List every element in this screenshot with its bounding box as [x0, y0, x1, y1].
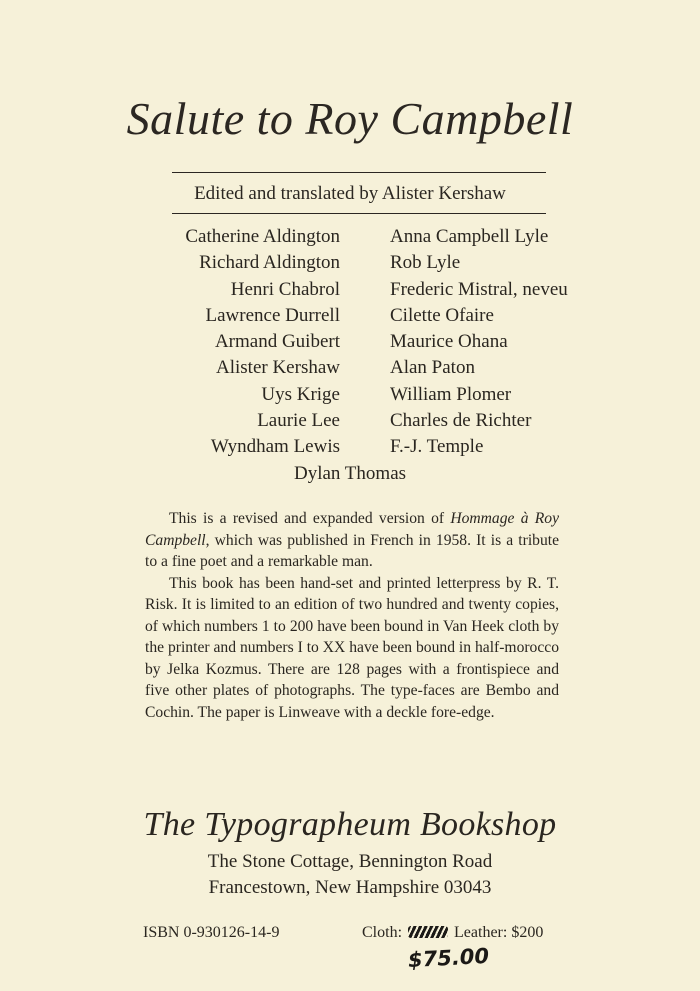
- contributor-name: Lawrence Durrell: [205, 304, 340, 326]
- intro-text-before: This is a revised and expanded version of: [169, 510, 451, 527]
- contributor-final: Dylan Thomas: [293, 463, 407, 484]
- contributor-name: Armand Guibert: [214, 331, 340, 353]
- contributor-name: Alan Paton: [390, 357, 475, 379]
- contributor-name: Anna Campbell Lyle: [390, 226, 549, 247]
- intro-text-italic-title: Hommage à Roy Campbell: [145, 510, 560, 549]
- contributors-right-column: [390, 224, 690, 461]
- description-text: [145, 508, 559, 723]
- leather-price: Leather: $200: [454, 924, 544, 941]
- paragraph-edition: This book has been hand-set and printed letterpress by R. T. Risk. It is limited to an edition of two hundred and twenty copies, of which numbers 1 to 200 have been bound in Van Heek cloth by the printer and numbers I to XX have been bound in half-morocco by Jelka Kozmus. There are 128 pages with a frontispiece and five other plates of photographs. The type-faces are Bembo and Cochin. The paper is Linweave with a deckle fore-edge.: [145, 574, 559, 721]
- bookshop-address-line1: The Stone Cottage, Bennington Road: [207, 851, 493, 872]
- paragraph-intro: [145, 508, 559, 573]
- bookshop-address-line2: Francestown, New Hampshire 03043: [208, 877, 492, 898]
- contributor-name: William Plomer: [390, 383, 512, 405]
- handwritten-price: $75.00: [407, 943, 490, 973]
- book-title: Salute to Roy Campbell: [126, 93, 574, 144]
- contributor-name: Richard Aldington: [199, 252, 340, 274]
- contributor-name: Wyndham Lewis: [210, 436, 340, 458]
- contributor-name: F.-J. Temple: [390, 436, 484, 458]
- cloth-label: Cloth:: [362, 924, 403, 941]
- contributor-name: Alister Kershaw: [216, 357, 340, 379]
- contributor-name: Henri Chabrol: [230, 278, 340, 300]
- title-rule-top: [172, 172, 546, 173]
- contributor-name: Cilette Ofaire: [390, 304, 494, 326]
- title-rule-bottom: [172, 213, 546, 214]
- bookshop-name: The Typographeum Bookshop: [143, 806, 557, 843]
- contributor-name: Laurie Lee: [257, 410, 340, 432]
- contributor-name: Maurice Ohana: [390, 331, 508, 353]
- editor-line: Edited and translated by Alister Kershaw: [194, 183, 506, 204]
- isbn: ISBN 0-930126-14-9: [143, 924, 280, 941]
- contributor-name: Frederic Mistral, neveu: [390, 278, 568, 300]
- contributor-name: Uys Krige: [261, 383, 340, 405]
- crossed-out-price-scribble: [408, 926, 448, 938]
- price-line: [362, 924, 543, 942]
- contributor-name: Rob Lyle: [390, 252, 461, 274]
- contributors-left-column: [100, 224, 340, 461]
- intro-text-after: , which was published in French in 1958. It is a tribute to a fine poet and a remarkable man.: [145, 531, 559, 570]
- contributor-name: Catherine Aldington: [185, 226, 340, 247]
- contributor-name: Charles de Richter: [390, 410, 532, 432]
